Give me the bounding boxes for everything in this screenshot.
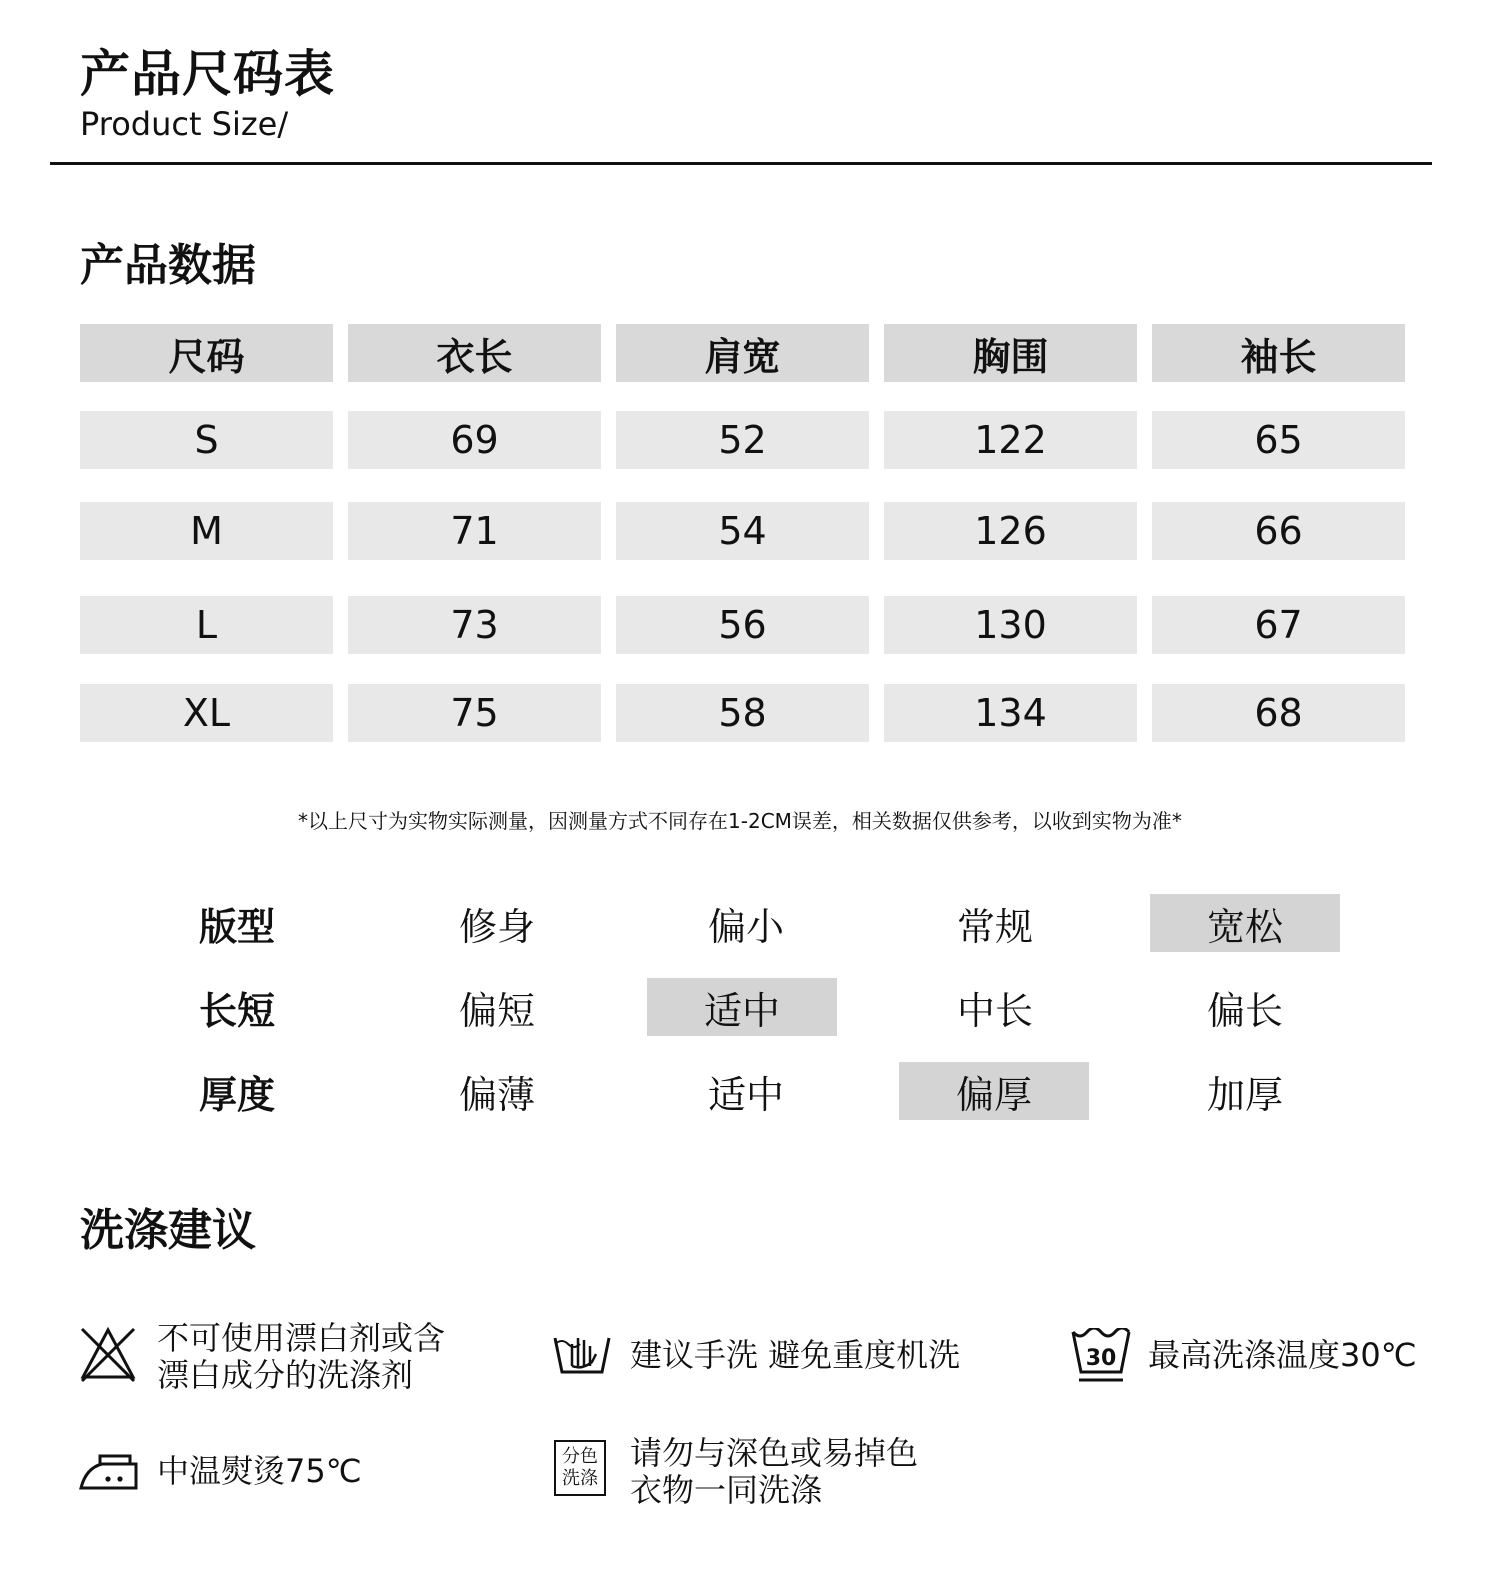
- wash-30-icon-text: 30: [1085, 1346, 1117, 1371]
- table-cell: 56: [616, 596, 869, 654]
- fit-option: 常规: [956, 904, 1033, 949]
- table-cell: 75: [348, 684, 601, 742]
- care-text-wash-separately: [630, 1435, 918, 1509]
- no-bleach-icon: [78, 1325, 138, 1389]
- wash-30-icon: [1070, 1328, 1132, 1386]
- care-line: 不可使用漂白剂或含: [157, 1319, 446, 1357]
- fit-label-length: 长短: [198, 988, 275, 1033]
- care-line: 衣物一同洗涤: [630, 1471, 823, 1509]
- table-header-shoulder: 肩宽: [616, 324, 869, 382]
- fit-option: 偏长: [1206, 988, 1283, 1033]
- wash-separately-icon: [554, 1440, 606, 1496]
- care-line: 最高洗涤温度30℃: [1148, 1336, 1417, 1374]
- care-line: 漂白成分的洗涤剂: [157, 1356, 414, 1394]
- table-cell-size: L: [80, 596, 333, 654]
- fit-option: 适中: [707, 1072, 784, 1117]
- care-line: 中温熨烫75℃: [157, 1452, 362, 1490]
- table-cell: 122: [884, 411, 1137, 469]
- fit-option: 修身: [458, 904, 535, 949]
- fit-label-thickness: 厚度: [198, 1072, 275, 1117]
- table-cell: 69: [348, 411, 601, 469]
- fit-option-selected: 适中: [647, 978, 837, 1036]
- table-cell: 71: [348, 502, 601, 560]
- page-title: 产品尺码表: [80, 45, 335, 103]
- fit-option: 偏薄: [458, 1072, 535, 1117]
- section-title-product-data: 产品数据: [80, 240, 256, 291]
- table-cell: 54: [616, 502, 869, 560]
- table-cell-size: XL: [80, 684, 333, 742]
- measurement-note: *以上尺寸为实物实际测量，因测量方式不同存在1-2CM误差，相关数据仅供参考，以收到实物为准*: [298, 809, 1182, 833]
- table-cell: 126: [884, 502, 1137, 560]
- care-text-no-bleach: [157, 1320, 445, 1394]
- table-header-length: 衣长: [348, 324, 601, 382]
- table-header-sleeve: 袖长: [1152, 324, 1405, 382]
- wash-separately-icon-text: 分色: [562, 1446, 598, 1467]
- table-cell: 68: [1152, 684, 1405, 742]
- table-cell: 67: [1152, 596, 1405, 654]
- table-cell: 73: [348, 596, 601, 654]
- section-title-care: 洗涤建议: [80, 1205, 256, 1256]
- care-text-iron: [157, 1453, 362, 1490]
- fit-option: 加厚: [1206, 1072, 1283, 1117]
- fit-option: 中长: [956, 988, 1033, 1033]
- fit-label-style: 版型: [198, 904, 275, 949]
- page-subtitle: Product Size/: [80, 105, 289, 143]
- divider: [50, 162, 1432, 165]
- iron-medium-icon: [78, 1450, 140, 1496]
- table-cell-size: S: [80, 411, 333, 469]
- fit-option-selected: 宽松: [1150, 894, 1340, 952]
- table-cell: 134: [884, 684, 1137, 742]
- fit-option-selected: 偏厚: [899, 1062, 1089, 1120]
- care-line: 请勿与深色或易掉色: [630, 1434, 919, 1472]
- table-cell-size: M: [80, 502, 333, 560]
- care-text-hand-wash: [630, 1337, 960, 1374]
- wash-separately-icon-text: 洗涤: [562, 1468, 598, 1489]
- care-line: 建议手洗 避免重度机洗: [630, 1336, 961, 1374]
- hand-wash-icon: [552, 1330, 612, 1380]
- table-cell: 52: [616, 411, 869, 469]
- fit-option: 偏短: [458, 988, 535, 1033]
- table-cell: 66: [1152, 502, 1405, 560]
- table-cell: 58: [616, 684, 869, 742]
- fit-option: 偏小: [707, 904, 784, 949]
- care-text-wash-temp: [1148, 1337, 1417, 1374]
- table-header-size: 尺码: [80, 324, 333, 382]
- table-header-chest: 胸围: [884, 324, 1137, 382]
- table-cell: 130: [884, 596, 1137, 654]
- table-cell: 65: [1152, 411, 1405, 469]
